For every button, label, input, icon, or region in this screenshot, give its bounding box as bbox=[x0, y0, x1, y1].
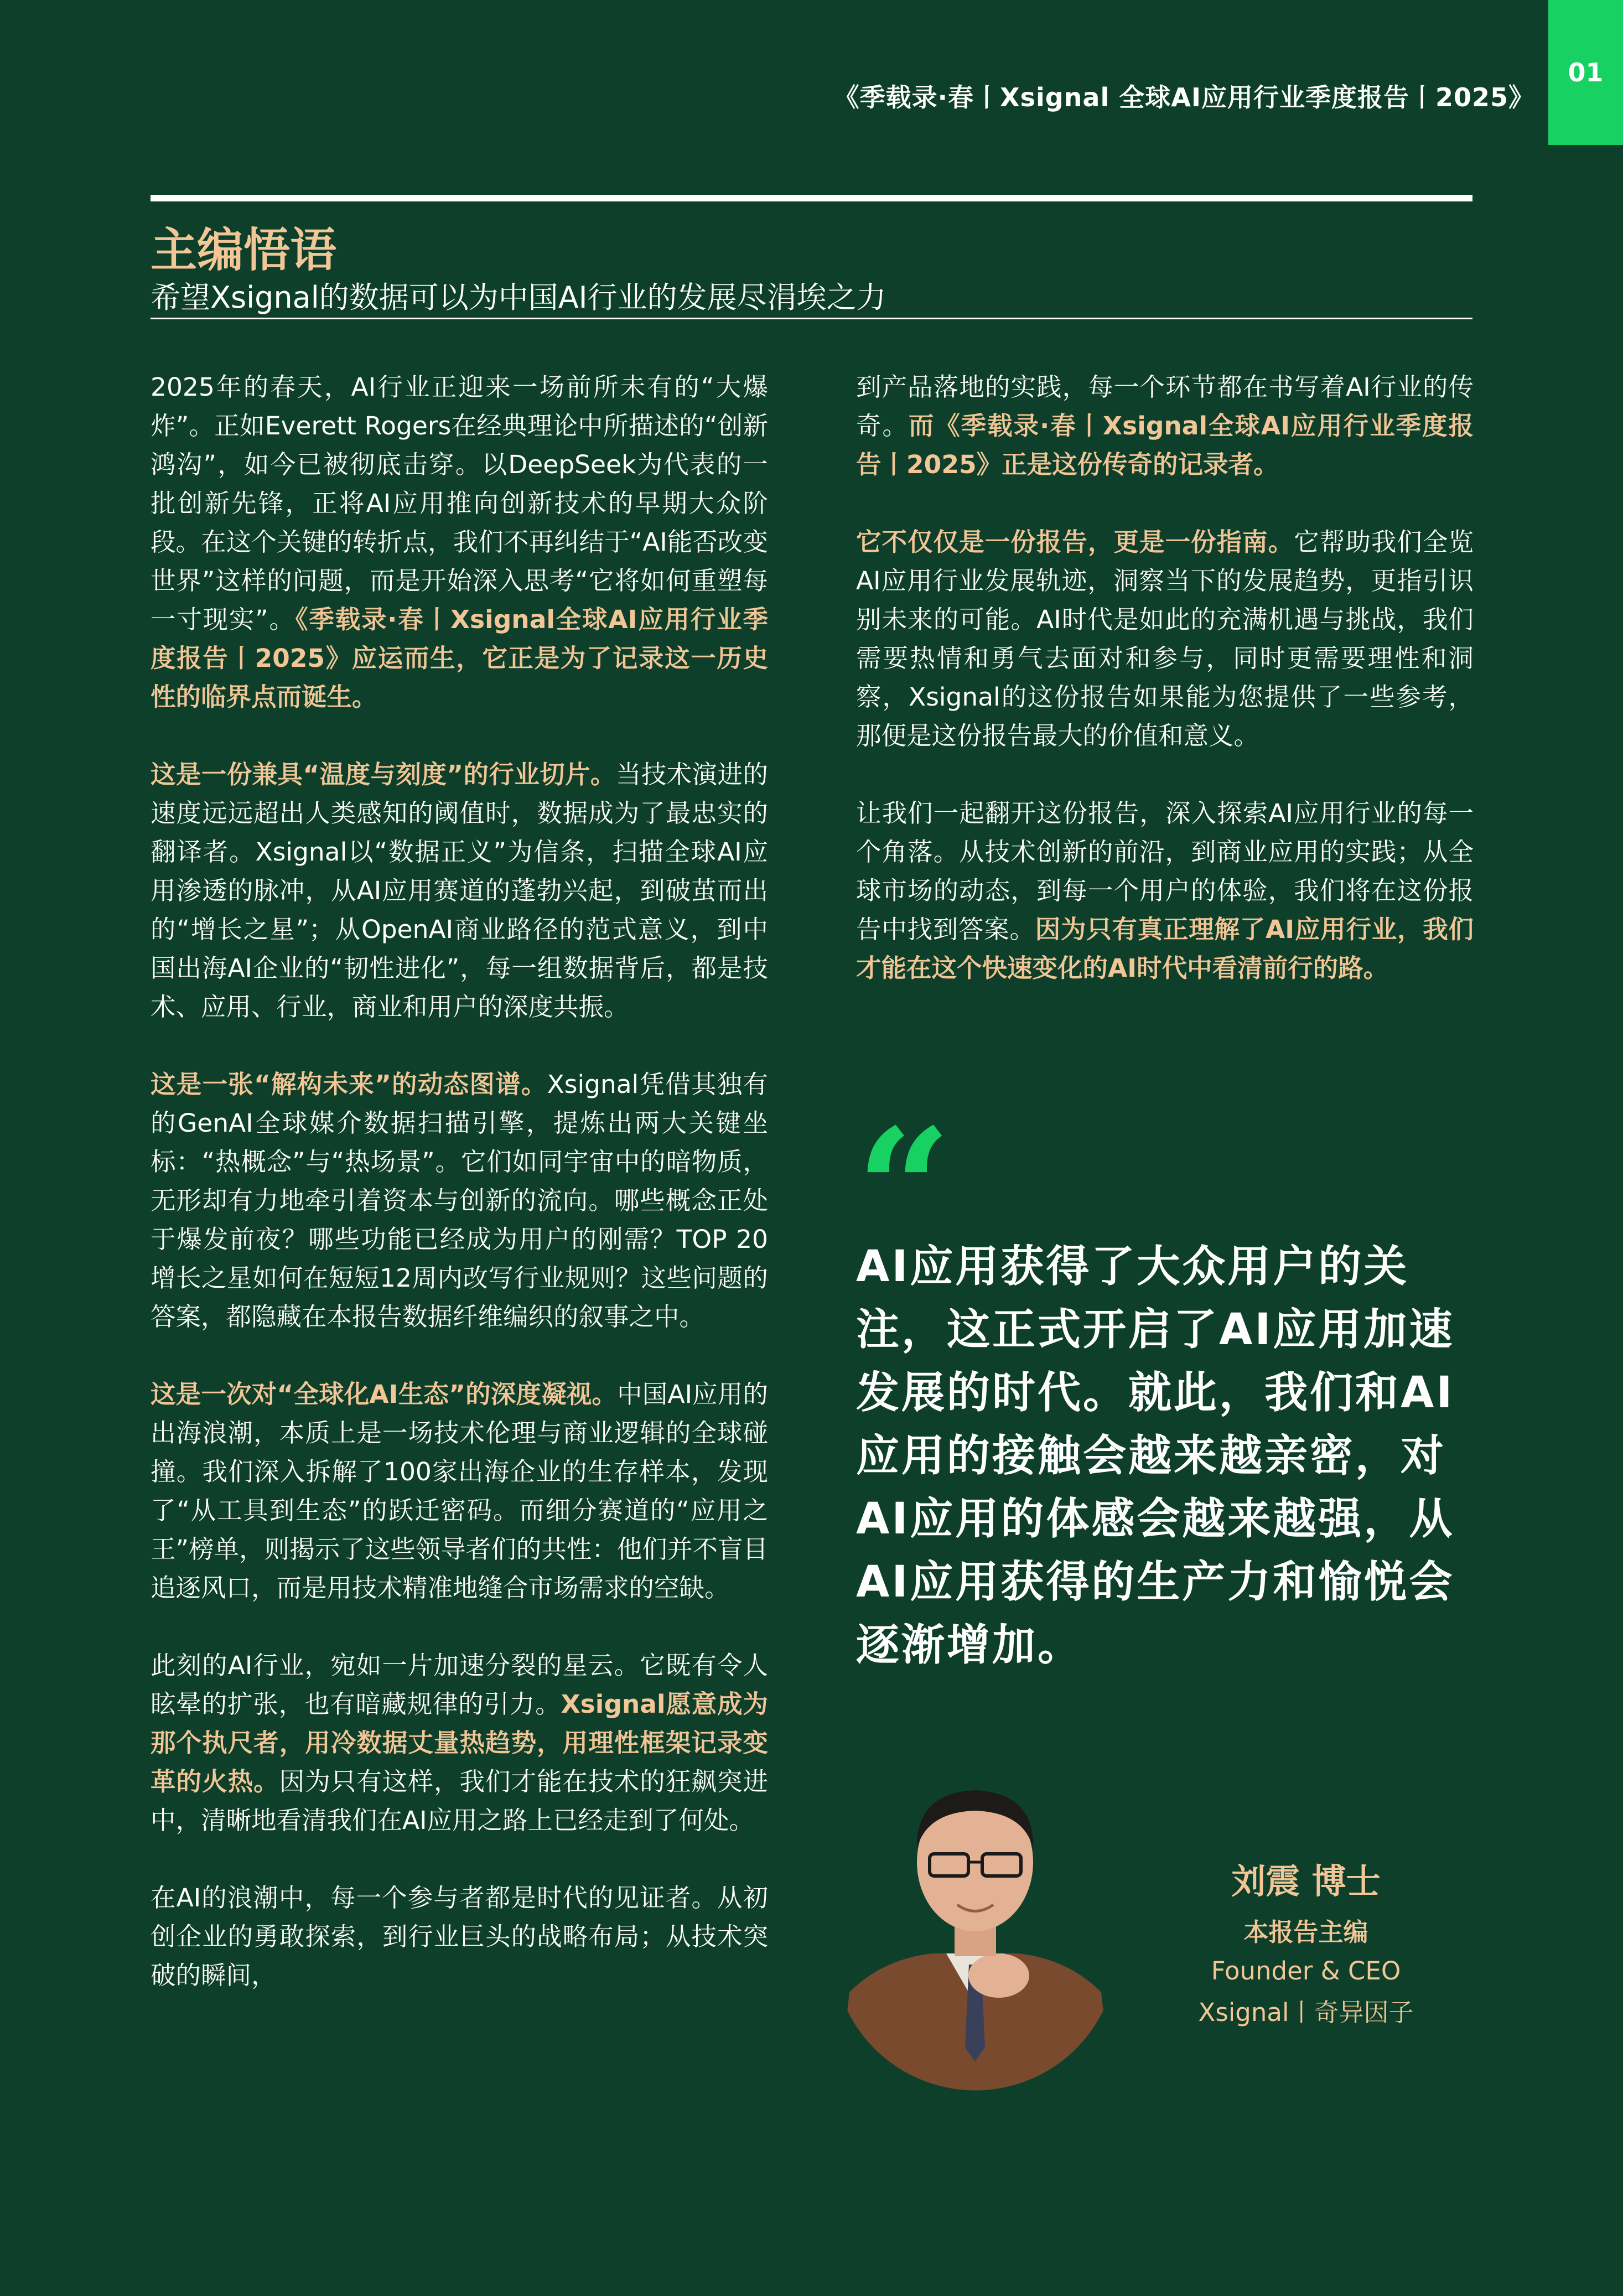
paragraph-text: 它帮助我们全览AI应用行业发展轨迹，洞察当下的发展趋势，更指引识别未来的可能。AI时代是如此的充满机遇与挑战，我们需要热情和勇气去面对和参与，同时更需要理性和洞察，Xsignal的这份报告如果能为您提供了一些参考，那便是这份报告最大的价值和意义。 bbox=[856, 527, 1474, 750]
report-header-title: 《季载录·春丨Xsignal 全球AI应用行业季度报告丨2025》 bbox=[833, 82, 1534, 112]
paragraph-highlight: Xsignal愿意成为那个执尺者，用冷数据丈量热趋势，用理性框架记录变革的火热。 bbox=[151, 1689, 768, 1796]
right-paragraph-1 bbox=[856, 368, 1474, 484]
paragraph-text: 到产品落地的实践，每一个环节都在书写着AI行业的传奇。 bbox=[856, 372, 1474, 440]
paragraph-highlight: 它不仅仅是一份报告，更是一份指南。 bbox=[856, 527, 1294, 557]
right-paragraph-3 bbox=[856, 794, 1474, 988]
page-number-badge: 01 bbox=[1548, 0, 1623, 145]
paragraph-text: 当技术演进的速度远远超出人类感知的阈值时，数据成为了最忠实的翻译者。Xsignal以“数据正义”为信条，扫描全球AI应用渗透的脉冲，从AI应用赛道的蓬勃兴起，到破茧而出的“增长之星”；从OpenAI商业路径的范式意义，到中国出海AI企业的“韧性进化”，每一组数据背后，都是技术、应用、行业，商业和用户的深度共振。 bbox=[151, 760, 768, 1022]
left-paragraph-1 bbox=[151, 368, 768, 717]
author-name: 刘震 博士 bbox=[1231, 1861, 1381, 1901]
left-paragraph-3 bbox=[151, 1065, 768, 1336]
paragraph-text: 因为只有这样，我们才能在技术的狂飙突进中，清晰地看清我们在AI应用之路上已经走到了何处。 bbox=[151, 1767, 768, 1835]
left-paragraph-6 bbox=[151, 1879, 768, 1995]
top-divider bbox=[151, 195, 1472, 201]
paragraph-text: 在AI的浪潮中，每一个参与者都是时代的见证者。从初创企业的勇敢探索，到行业巨头的战略布局；从技术突破的瞬间， bbox=[151, 1883, 768, 1990]
right-column bbox=[856, 368, 1474, 1027]
right-paragraph-2 bbox=[856, 523, 1474, 755]
paragraph-highlight: 这是一次对“全球化AI生态”的深度凝视。 bbox=[151, 1380, 618, 1409]
paragraph-highlight: 而《季载录·春丨Xsignal全球AI应用行业季度报告丨2025》正是这份传奇的记录者。 bbox=[856, 411, 1474, 479]
paragraph-text: 中国AI应用的出海浪潮，本质上是一场技术伦理与商业逻辑的全球碰撞。我们深入拆解了100家出海企业的生存样本，发现了“从工具到生态”的跃迁密码。而细分赛道的“应用之王”榜单，则揭示了这些领导者们的共性：他们并不盲目追逐风口，而是用技术精准地缝合市场需求的空缺。 bbox=[151, 1380, 769, 1603]
left-column bbox=[151, 368, 768, 2034]
author-title: Founder & CEO bbox=[1211, 1956, 1401, 1986]
paragraph-text: 2025年的春天，AI行业正迎来一场前所未有的“大爆炸”。正如Everett Rogers在经典理论中所描述的“创新鸿沟”，如今已被彻底击穿。以DeepSeek为代表的一批创新先锋，正将AI应用推向创新技术的早期大众阶段。在这个关键的转折点，我们不再纠结于“AI能否改变世界”这样的问题，而是开始深入思考“它将如何重塑每一寸现实”。 bbox=[151, 372, 768, 634]
author-role: 本报告主编 bbox=[1243, 1917, 1368, 1947]
left-paragraph-5 bbox=[151, 1646, 768, 1840]
paragraph-highlight: 《季载录·春丨Xsignal全球AI应用行业季度报告丨2025》应运而生，它正是为了记录这一历史性的临界点而诞生。 bbox=[151, 605, 768, 712]
paragraph-highlight: 这是一份兼具“温度与刻度”的行业切片。 bbox=[151, 760, 616, 789]
author-organization: Xsignal丨奇异因子 bbox=[1198, 1998, 1414, 2027]
paragraph-highlight: 因为只有真正理解了AI应用行业，我们才能在这个快速变化的AI时代中看清前行的路。 bbox=[856, 915, 1474, 983]
section-title: 主编悟语 bbox=[151, 223, 337, 277]
left-paragraph-2 bbox=[151, 755, 768, 1027]
paragraph-text: 让我们一起翻开这份报告，深入探索AI应用行业的每一个角落。从技术创新的前沿，到商业应用的实践；从全球市场的动态，到每一个用户的体验，我们将在这份报告中找到答案。 bbox=[856, 799, 1474, 944]
left-paragraph-4 bbox=[151, 1375, 768, 1608]
paragraph-highlight: 这是一张“解构未来”的动态图谱。 bbox=[151, 1070, 547, 1099]
pull-quote: AI应用获得了大众用户的关注，这正式开启了AI应用加速发展的时代。就此，我们和AI应用的接触会越来越亲密，对AI应用的体感会越来越强，从AI应用获得的生产力和愉悦会逐渐增加。 bbox=[856, 1242, 1455, 1670]
author-portrait bbox=[833, 1760, 1118, 2092]
paragraph-text: Xsignal凭借其独有的GenAI全球媒介数据扫描引擎，提炼出两大关键坐标：“热概念”与“热场景”。它们如同宇宙中的暗物质，无形却有力地牵引着资本与创新的流向。哪些概念正处于爆发前夜？哪些功能已经成为用户的刚需？TOP 20增长之星如何在短短12周内改写行业规则？这些问题的答案，都隐藏在本报告数据纤维编织的叙事之中。 bbox=[151, 1070, 768, 1331]
section-subtitle: 希望Xsignal的数据可以为中国AI行业的发展尽涓埃之力 bbox=[151, 280, 886, 315]
subtitle-divider bbox=[151, 318, 1472, 319]
quote-mark-icon: “ bbox=[856, 1092, 952, 1287]
paragraph-text: 此刻的AI行业，宛如一片加速分裂的星云。它既有令人眩晕的扩张，也有暗藏规律的引力。 bbox=[151, 1651, 768, 1719]
